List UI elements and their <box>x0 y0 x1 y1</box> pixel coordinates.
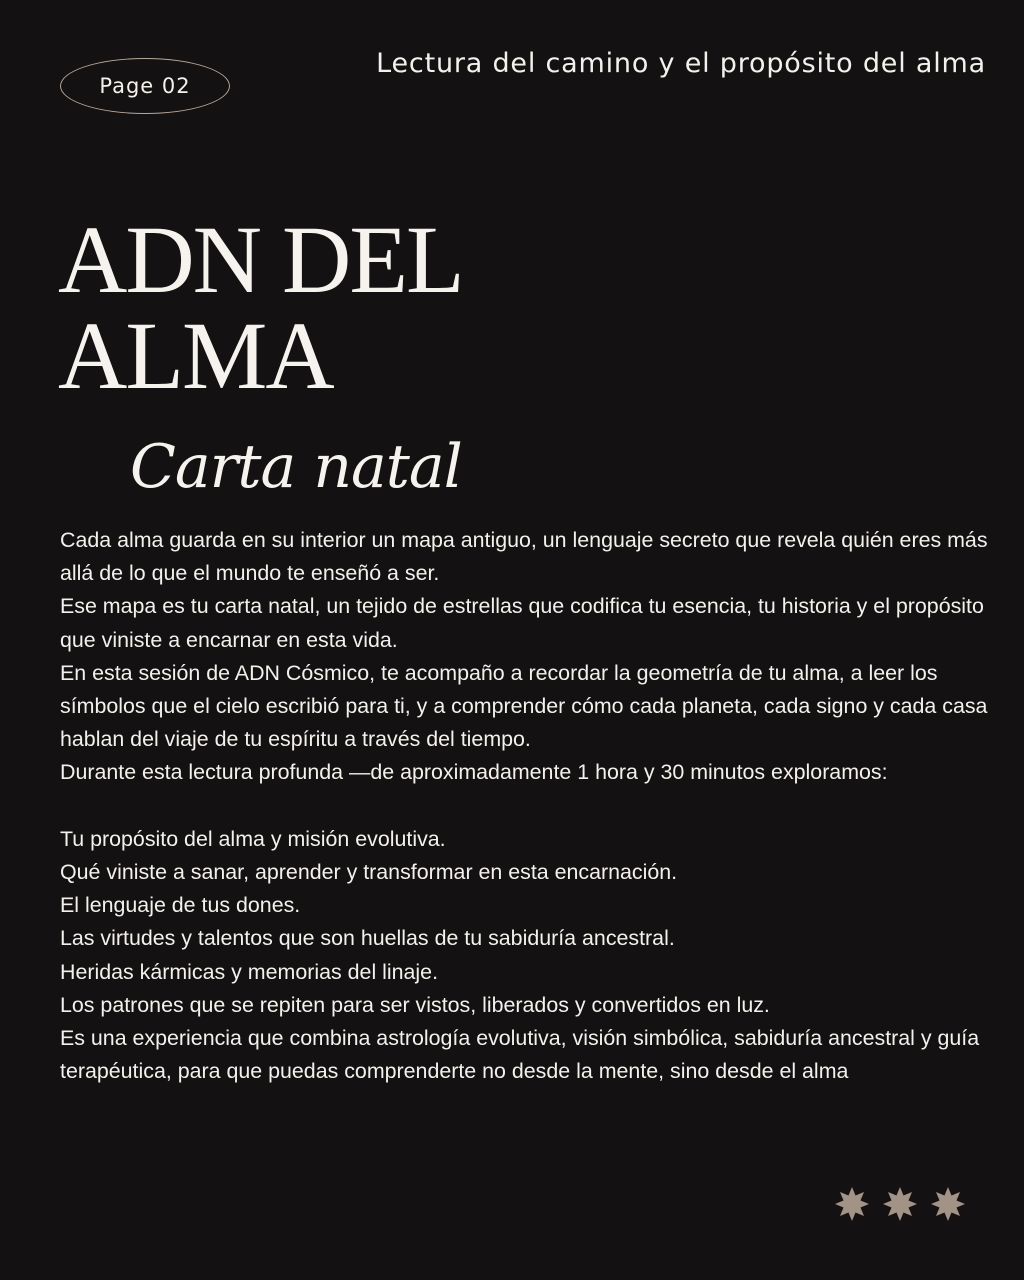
page-number-badge: Page 02 <box>60 58 230 114</box>
decorative-stars <box>834 1186 966 1222</box>
list-item: Tu propósito del alma y misión evolutiva. <box>60 826 446 851</box>
intro-paragraph: Durante esta lectura profunda —de aproximadamente 1 hora y 30 minutos exploramos: <box>60 760 888 785</box>
body-text <box>60 524 990 1088</box>
list-item: Heridas kármicas y memorias del linaje. <box>60 959 439 984</box>
main-title-line-2: ALMA <box>58 302 333 409</box>
list-item: Los patrones que se repiten para ser vistos, liberados y convertidos en luz. <box>60 992 770 1017</box>
intro-paragraph: En esta sesión de ADN Cósmico, te acompaño a recordar la geometría de tu alma, a leer los símbolos que el cielo escribió para ti, y a comprender cómo cada planeta, cada signo y cada casa hablan del viaje de tu espíritu a través del tiempo. <box>60 660 988 752</box>
star-icon <box>882 1186 918 1222</box>
intro-paragraph: Cada alma guarda en su interior un mapa antiguo, un lenguaje secreto que revela quién eres más allá de lo que el mundo te enseñó a ser. <box>60 528 988 586</box>
list-item: Qué viniste a sanar, aprender y transformar en esta encarnación. <box>60 860 678 885</box>
star-icon <box>930 1186 966 1222</box>
intro-paragraph: Ese mapa es tu carta natal, un tejido de estrellas que codifica tu esencia, tu historia y el propósito que viniste a encarnar en esta vida. <box>60 594 984 652</box>
list-item: El lenguaje de tus dones. <box>60 893 301 918</box>
list-item: Las virtudes y talentos que son huellas de tu sabiduría ancestral. <box>60 926 675 951</box>
closing-paragraph: Es una experiencia que combina astrología evolutiva, visión simbólica, sabiduría ancestral y guía terapéutica, para que puedas comprenderte no desde la mente, sino desde el alma <box>60 1026 980 1084</box>
paragraph-spacer <box>60 790 990 823</box>
star-icon <box>834 1186 870 1222</box>
subtitle: Carta natal <box>130 432 462 502</box>
main-title-line-1: ADN DEL <box>58 206 463 313</box>
main-title <box>58 206 463 409</box>
header-title: Lectura del camino y el propósito del alma <box>376 48 986 79</box>
